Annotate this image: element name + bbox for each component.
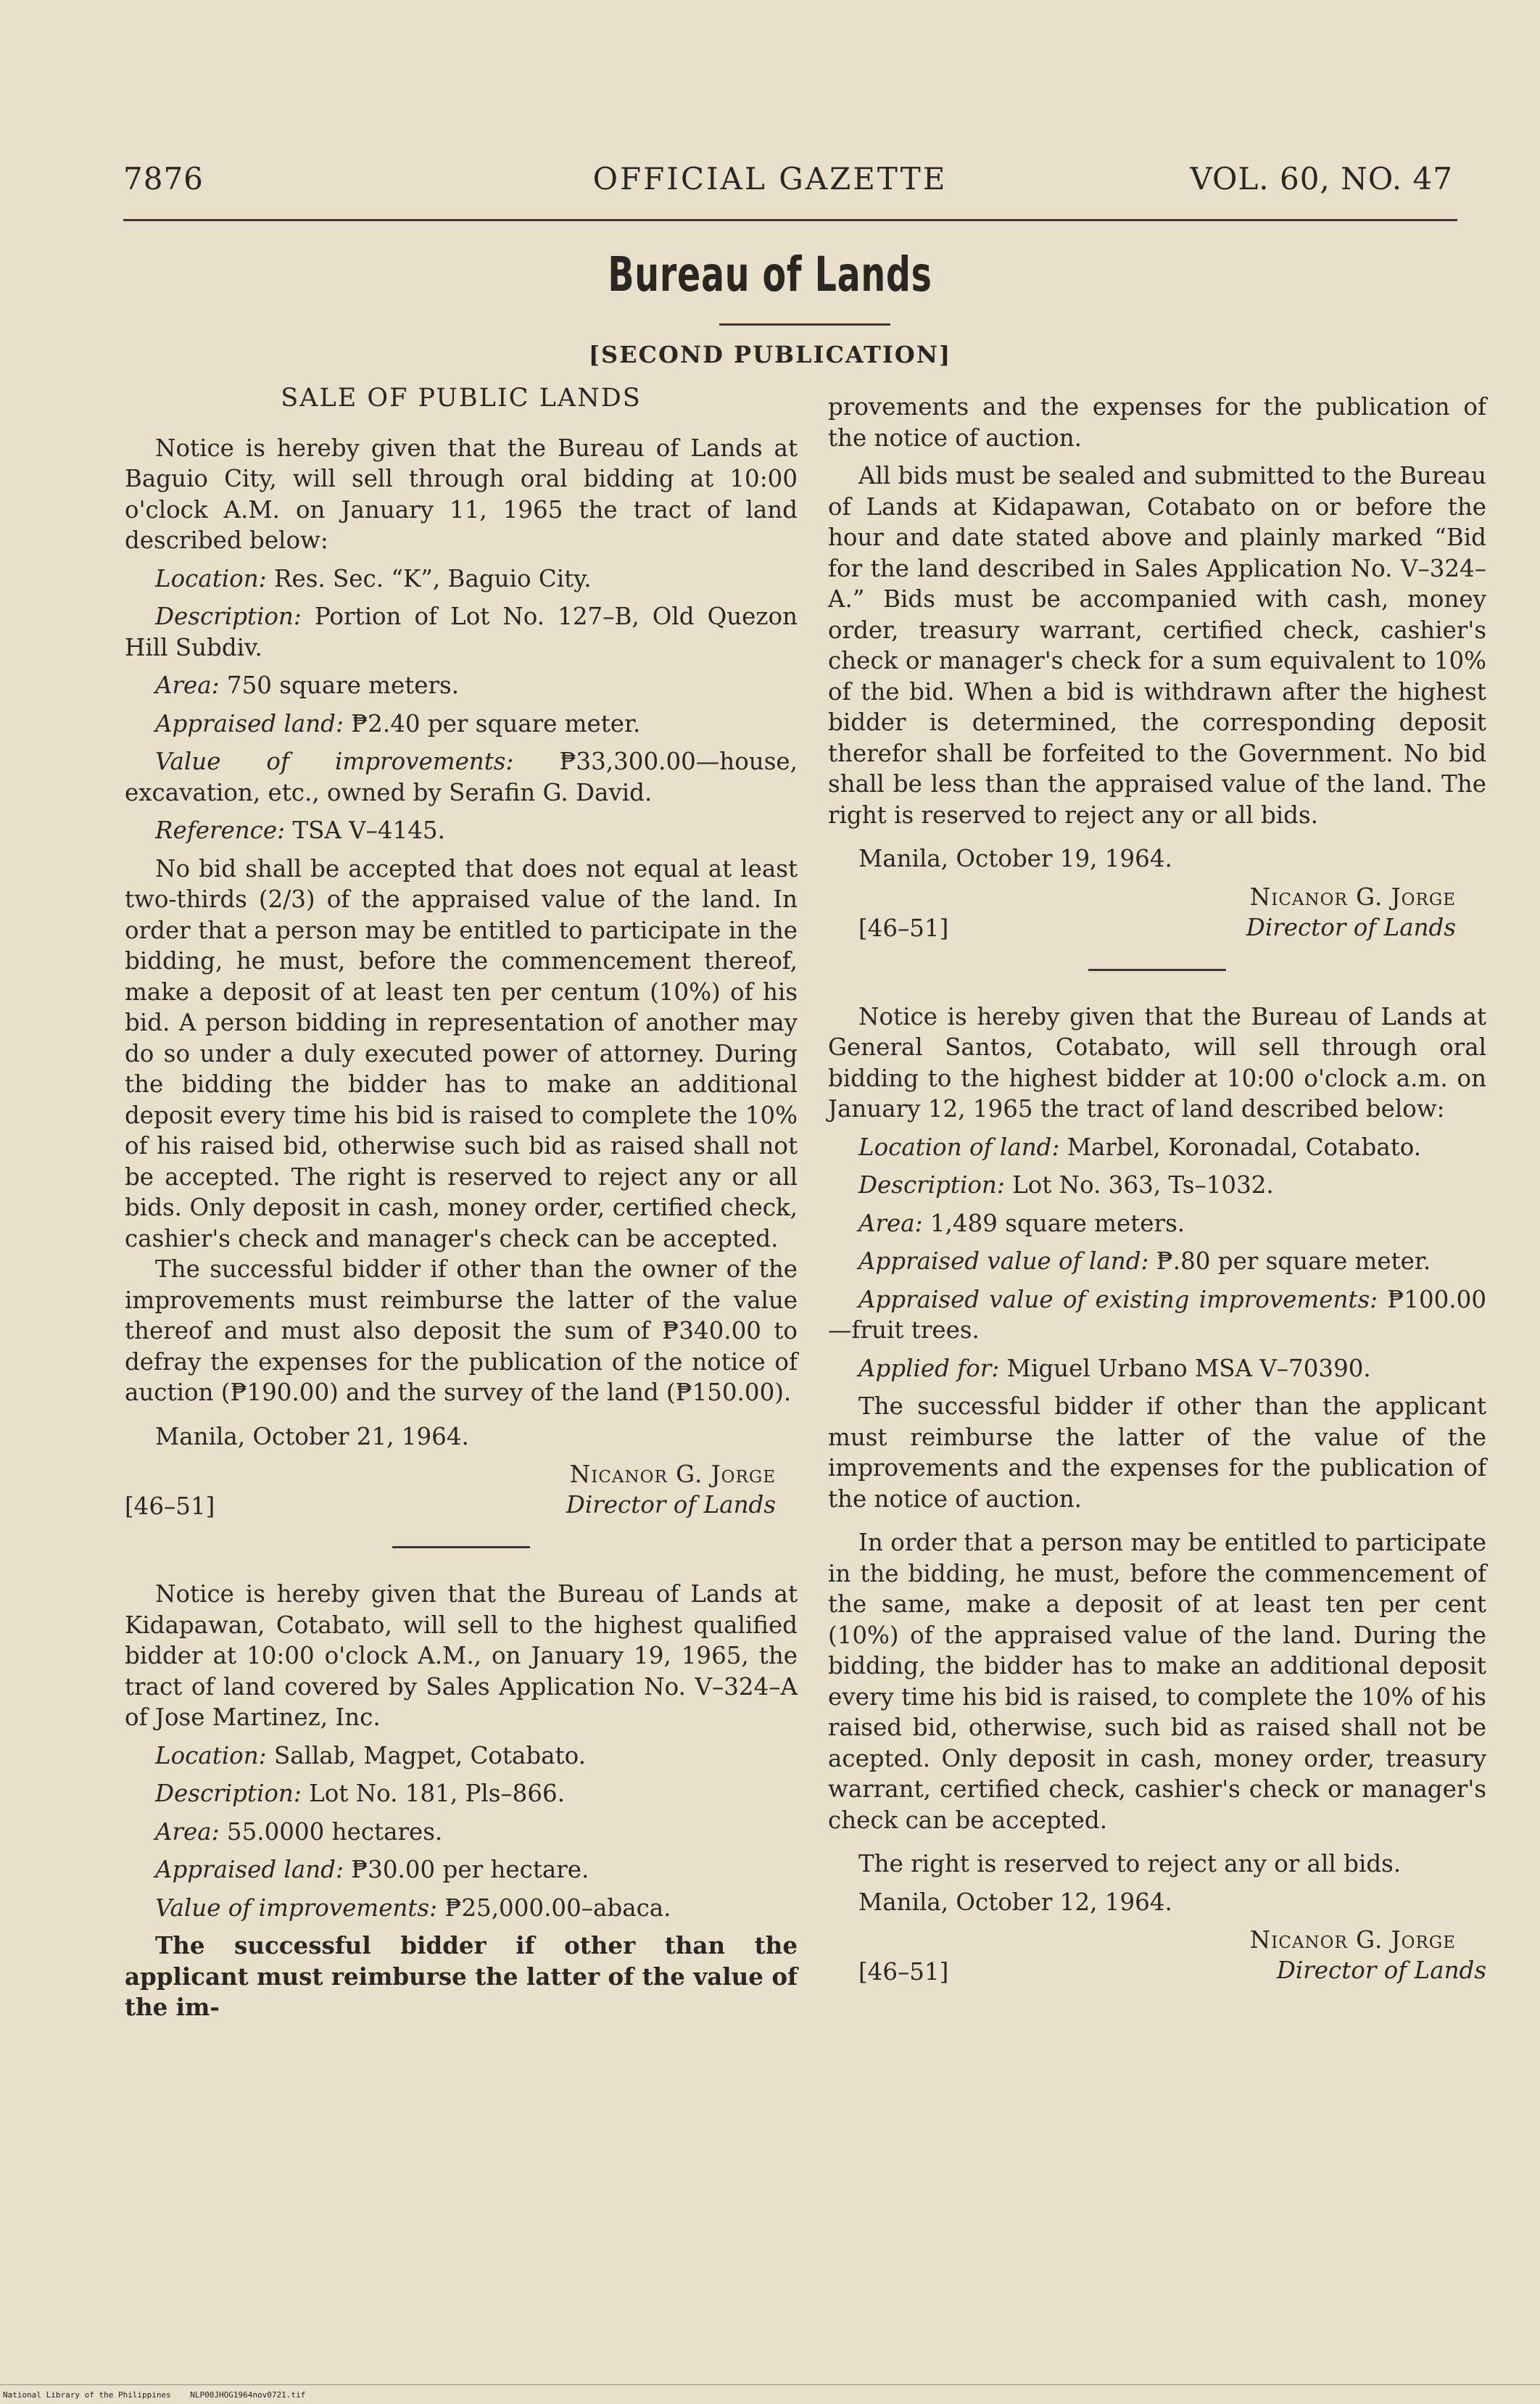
notice1-signature (125, 1459, 798, 1526)
gazette-title: OFFICIAL GAZETTE (592, 161, 948, 197)
notice2-intro: Notice is hereby given that the Bureau of Lands at Kidapawan, Cotabato, will sell to the highest qualified bidder at 10:00 o'clock A.M., on January 19, 1965, the tract of land covered by Sales Application No. V–324–A of Jose Martinez, Inc. (125, 1580, 798, 1731)
field-value: Sallab, Magpet, Cotabato. (273, 1741, 586, 1769)
signer-title: Director of Lands (566, 1491, 776, 1519)
notice3-successful-paragraph: The successful bidder if other than the applicant must reimburse the latter of the value of the improvements and the expenses for the publication of the notice of auction. (828, 1392, 1486, 1513)
library-name: National Library of the Philippines (3, 2390, 171, 2400)
notice2-area (125, 1817, 798, 1848)
notice2-location (125, 1740, 798, 1772)
notice2-date: Manila, October 19, 1964. (858, 845, 1172, 872)
field-value: Marbel, Koronadal, Cotabato. (1067, 1133, 1422, 1161)
notice1-description (125, 601, 798, 663)
field-value: 750 square meters. (226, 672, 460, 699)
field-value: Miguel Urbano MSA V–70390. (1006, 1354, 1371, 1382)
notice-heading: SALE OF PUBLIC LANDS (281, 384, 642, 413)
field-label: Appraised land: (155, 709, 344, 738)
field-label: Description: (155, 603, 302, 630)
field-value: ₱100.00—fruit trees. (828, 1285, 1486, 1344)
field-value: ₱33,300.00—house, excavation, etc., owned by Serafin G. David. (125, 748, 798, 806)
field-value: Portion of Lot No. 127–B, Old Quezon Hill Subdiv. (125, 603, 798, 661)
field-label: Location: (155, 1741, 267, 1769)
right-column (828, 392, 1486, 1991)
field-label: Appraised value of existing improvements: (858, 1285, 1378, 1313)
header-rule (123, 219, 1457, 221)
field-value: ₱2.40 per square meter. (351, 709, 641, 738)
notice1-successful-paragraph: The successful bidder if other than the owner of the improvements must reimburse the latter of the value thereof and must also deposit the sum of ₱340.00 to defray the expenses for the publication of the notice of auction (₱190.00) and the survey of the land (₱150.00). (125, 1255, 798, 1406)
notice-divider (392, 1546, 530, 1548)
notice2-description (125, 1778, 798, 1809)
volume-number: VOL. 60, NO. 47 (1190, 161, 1453, 197)
notice2-signature (828, 882, 1486, 949)
notice1-appraised (125, 709, 798, 740)
page-number: 7876 (123, 161, 204, 197)
left-column (125, 383, 798, 2023)
notice3-order-paragraph: In order that a person may be entitled to participate in the bidding, he must, before the commencement of the same, make a deposit of at least ten per cent (10%) of the appraised value of the land. During the bidding, the bidder has to make an additional deposit every time his bid is raised, to complete the 10% of his raised bid, otherwise, such bid as raised shall not be acepted. Only deposit in cash, money order, treasury warrant, certified check, cashier's check or manager's check can be accepted. (828, 1529, 1486, 1834)
field-label: Reference: (155, 817, 286, 844)
title-underline (719, 323, 890, 326)
notice3-date: Manila, October 12, 1964. (858, 1888, 1172, 1916)
field-label: Area: (858, 1209, 923, 1237)
signer-name: Nicanor G. Jorge (569, 1461, 776, 1488)
notice2-successful-end: provements and the expenses for the publication of the notice of auction. (828, 393, 1486, 452)
field-value: 1,489 square meters. (930, 1209, 1185, 1237)
notice1-intro: Notice is hereby given that the Bureau of Lands at Baguio City, will sell through oral bidding at 10:00 o'clock A.M. on January 11, 1965 the tract of land described below: (125, 434, 798, 554)
notice2-appraised (125, 1854, 798, 1885)
notice1-location (125, 563, 798, 595)
field-value: Lot No. 363, Ts–1032. (1012, 1171, 1274, 1199)
field-label: Location: (155, 564, 267, 592)
notice3-description (828, 1170, 1486, 1201)
notice1-improvements (125, 746, 798, 808)
field-label: Description: (858, 1171, 1005, 1199)
field-label: Applied for: (858, 1354, 1000, 1382)
field-label: Area: (155, 672, 220, 699)
notice1-reference (125, 815, 798, 846)
notice1-area (125, 670, 798, 701)
field-label: Value of improvements: (155, 748, 514, 775)
scan-footer (3, 2390, 305, 2400)
signer-name: Nicanor G. Jorge (1249, 1926, 1456, 1954)
field-label: Area: (155, 1817, 220, 1846)
notice1-date: Manila, October 21, 1964. (155, 1422, 469, 1450)
field-label: Value of improvements: (155, 1893, 438, 1922)
notice-ref: [46–51] (858, 1957, 949, 1986)
notice3-area (828, 1208, 1486, 1239)
field-label: Appraised value of land: (858, 1247, 1149, 1275)
signer-name: Nicanor G. Jorge (1249, 883, 1456, 911)
notice3-signature (828, 1925, 1486, 1991)
field-label: Location of land: (858, 1133, 1060, 1161)
notice-ref: [46–51] (858, 914, 949, 942)
scan-filename: NLP00JHOG1964nov0721.tif (190, 2390, 306, 2400)
field-value: TSA V–4145. (292, 817, 445, 844)
field-value: ₱30.00 per hectare. (351, 1856, 589, 1883)
field-value: Lot No. 181, Pls–866. (309, 1780, 566, 1807)
notice-ref: [46–51] (125, 1492, 215, 1520)
notice2-bids-paragraph: All bids must be sealed and submitted to the Bureau of Lands at Kidapawan, Cotabato on or before the hour and date stated above and plainly marked “Bid for the land described in Sales Application No. V–324–A.” Bids must be accompanied with cash, money order, treasury warrant, certified check, cashier's check or manager's check for a sum equivalent to 10% of the bid. When a bid is withdrawn after the highest bidder is determined, the corresponding deposit therefor shall be forfeited to the Government. No bid shall be less than the appraised value of the land. The right is reserved to reject any or all bids. (828, 462, 1486, 829)
notice3-improvements (828, 1284, 1486, 1346)
signer-title: Director of Lands (1276, 1957, 1486, 1984)
signer-title: Director of Lands (1246, 913, 1456, 941)
field-value: Res. Sec. “K”, Baguio City. (273, 564, 592, 592)
notice3-applied (828, 1353, 1486, 1384)
publication-label: [SECOND PUBLICATION] (588, 341, 952, 368)
footer-rule (0, 2384, 1540, 2385)
notice2-improvements (125, 1893, 798, 1924)
notice2-successful-start: The successful bidder if other than the applicant must reimburse the latter of the value of the im- (125, 1931, 798, 2021)
field-value: 55.0000 hectares. (226, 1817, 443, 1846)
notice3-location (828, 1132, 1486, 1163)
field-label: Appraised land: (155, 1856, 344, 1883)
notice-divider (1088, 969, 1226, 971)
notice1-bid-paragraph: No bid shall be accepted that does not equal at least two-thirds (2/3) of the appraised value of the land. In order that a person may be entitled to participate in the bidding, he must, before the commencement thereof, make a deposit of at least ten per centum (10%) of his bid. A person bidding in representation of another may do so under a duly executed power of attorney. During the bidding the bidder has to make an additional deposit every time his bid is raised to complete the 10% of his raised bid, otherwise such bid as raised shall not be accepted. The right is reserved to reject any or all bids. Only deposit in cash, money order, certified check, cashier's check and manager's check can be accepted. (125, 854, 798, 1252)
section-title: Bureau of Lands (608, 247, 932, 302)
field-value: ₱25,000.00–abaca. (444, 1893, 671, 1922)
notice3-right-paragraph: The right is reserved to reject any or all bids. (858, 1850, 1402, 1878)
field-value: ₱.80 per square meter. (1156, 1247, 1431, 1275)
notice3-intro: Notice is hereby given that the Bureau of Lands at General Santos, Cotabato, will sell through oral bidding to the highest bidder at 10:00 o'clock a.m. on January 12, 1965 the tract of land described below: (828, 1002, 1486, 1123)
notice3-appraised (828, 1246, 1486, 1277)
field-label: Description: (155, 1780, 302, 1807)
